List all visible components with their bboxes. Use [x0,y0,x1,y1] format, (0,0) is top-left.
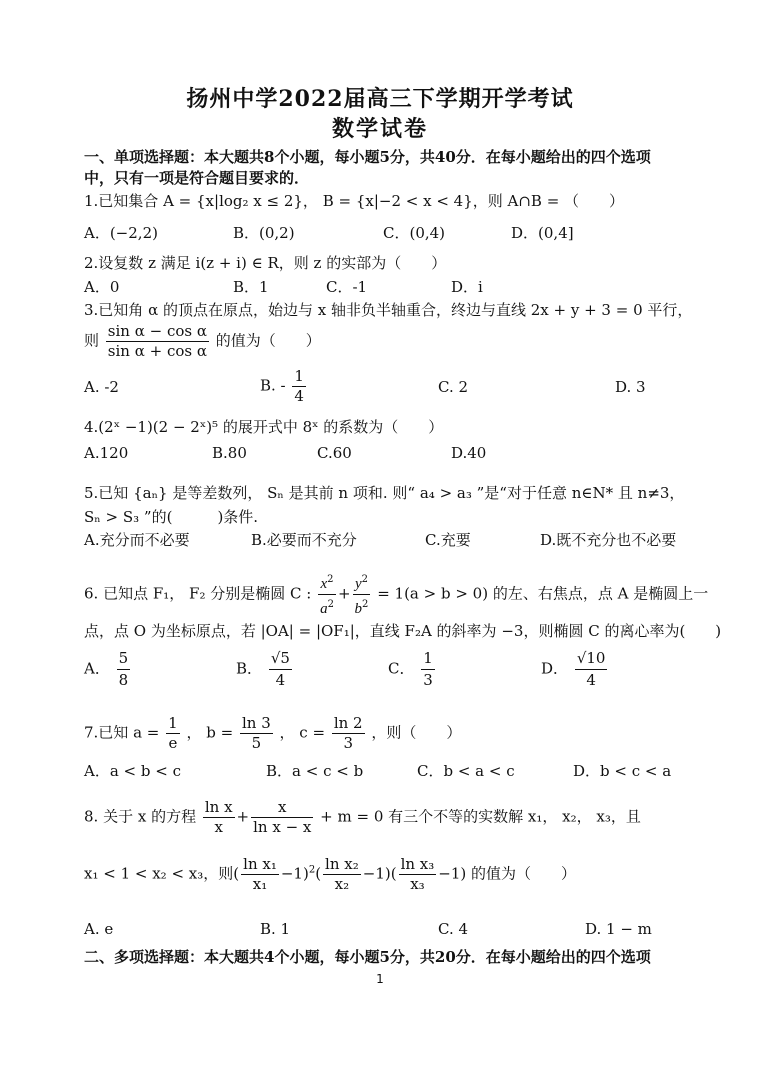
q5-option-b: B.必要而不充分 [251,531,357,549]
q3-option-b-num: 1 [294,367,304,385]
q6-option-c [388,648,437,691]
q8-f2-den: ln x − x [253,818,312,836]
q4-option-c: C.60 [317,444,352,462]
q1-stem: 1.已知集合 A = {x|log₂ x ≤ 2}， B = {x|−2 < x < 4}，则 A∩B = （ ） [84,192,625,210]
q8-f1-den: x [214,818,223,836]
q2-option-d: D．i [451,278,483,296]
section1-heading-line1: 一、单项选择题：本大题共8个小题，每小题5分，共40分．在每小题给出的四个选项 [84,148,651,166]
q3-frac-numerator: sin α − cos α [107,322,207,340]
q1-option-a: A．(−2,2) [84,224,158,242]
q6-stem-part-a: 6. 已知点 F₁， F₂ 分别是椭圆 C : [84,584,312,603]
q6-option-d-num: √10 [575,648,608,670]
q1-option-c: C．(0,4) [383,224,446,242]
q3-option-b [260,367,308,406]
q6-option-b-den: 4 [275,671,286,689]
q8-stem-line1: 8. 关于 x 的方程 $\frac{\text{ln x}}{x}$ + $\frac{x}{\text{ln x − x}}$ + m = 0 有三个不等的实数解 x₁， x₂， x₃，且 [84,798,641,836]
q8-option-d: D. 1 − m [585,920,652,938]
q6-option-a-num: 5 [117,648,131,670]
exam-title: 扬州中学2022届高三下学期开学考试 [186,86,574,112]
q3-stem-line2 [84,322,321,361]
q1-option-d: D．(0,4] [511,224,574,242]
q2-option-a: A．0 [84,278,120,296]
q8-g3-num: ln x₃ [400,855,435,873]
q6-option-c-num: 1 [421,648,435,670]
q8-option-b: B. 1 [260,920,291,938]
section1-heading-line2: 中，只有一项是符合题目要求的． [84,169,310,187]
q7-option-c: C．b < a < c [417,762,515,780]
q5-option-c: C.充要 [425,531,471,549]
q6-ellipse-frac-x: $\frac{x^2}{a^2}$ [318,570,336,619]
q1-option-b: B．(0,2) [233,224,295,242]
q6-stem-line2: 点，点 O 为坐标原点，若 |OA| = |OF₁|，直线 F₂A 的斜率为 −3，则椭圆 C 的离心率为( ) [84,622,722,640]
q6-option-c-den: 3 [423,671,433,689]
q3-option-a: A. -2 [84,378,119,396]
q7-c-num: ln 2 [333,714,363,732]
q8-g1-den: x₁ [252,875,268,893]
q6-option-a [84,648,132,691]
q8-stem-prefix: 8. 关于 x 的方程 [84,807,197,826]
q7-b-num: ln 3 [241,714,271,732]
q3-stem-line1: 3.已知角 α 的顶点在原点，始边与 x 轴非负半轴重合，终边与直线 2x + y + 3 = 0 平行， [84,301,693,319]
q8-line2-suffix: 的值为（ ） [471,864,577,883]
section2-heading: 二、多项选择题：本大题共4个小题，每小题5分，共20分．在每小题给出的四个选项 [84,948,651,966]
exam-subtitle: 数学试卷 [331,116,428,142]
q6-option-d-den: 4 [586,671,596,689]
q4-option-b: B.80 [212,444,247,462]
q8-stem-line2: x₁ < 1 < x₂ < x₃，则( $\frac{\text{ln x₁}}{\text{x₁}}$ −1)$^2$( $\frac{\text{ln x₂}}{\text{x₂}}$ −1)( $\frac{\text{ln x₃}}{\text{x₃}}$ −1) 的值为（ ） [84,855,577,893]
q3-option-b-fraction [292,367,306,406]
q4-option-d: D.40 [451,444,487,462]
q6-ellipse-frac-y: $\frac{y^2}{b^2}$ [353,570,371,619]
q8-g3-den: x₃ [410,875,425,893]
q7-option-d: D．b < c < a [573,762,672,780]
q8-option-c: C. 4 [438,920,469,938]
q3-option-b-label: B. - [260,376,286,395]
q3-fraction [106,322,209,361]
page-number: 1 [376,972,384,986]
q8-line2-prefix: x₁ < 1 < x₂ < x₃，则( [84,864,240,883]
q6-option-d-label: D． [541,659,569,678]
q7-option-b: B．a < c < b [266,762,364,780]
q6-option-a-den: 8 [118,671,129,689]
q7-stem-prefix: 7.已知 a = [84,723,160,742]
q7-a-den: e [168,734,178,752]
q5-option-d: D.既不充分也不必要 [540,531,677,549]
q3-stem-suffix: 的值为（ ） [215,331,321,350]
q3-option-d: D. 3 [615,378,646,396]
q2-option-b: B．1 [233,278,269,296]
q4-option-a: A.120 [84,444,129,462]
q3-option-b-den: 4 [294,387,304,405]
q6-option-b [236,648,294,691]
q2-stem: 2.设复数 z 满足 i(z + i) ∈ R，则 z 的实部为（ ） [84,254,447,272]
q6-option-c-label: C． [388,659,415,678]
q5-stem-line2: Sₙ > S₃ ”的( )条件. [84,508,259,526]
q6-option-b-num: √5 [269,648,292,670]
q3-stem-prefix: 则 [84,331,100,350]
q6-stem-part-b: = 1(a > b > 0) 的左、右焦点，点 A 是椭圆上一 [377,584,709,603]
q7-option-a: A．a < b < c [84,762,181,780]
q7-c-den: 3 [343,734,353,752]
q2-option-c: C．-1 [326,278,368,296]
q5-option-a: A.充分而不必要 [84,531,190,549]
q8-option-a: A. e [84,920,114,938]
q3-frac-denominator: sin α + cos α [107,342,207,360]
q7-stem [84,714,461,753]
q8-stem-mid: + m = 0 有三个不等的实数解 x₁， x₂， x₃，且 [320,807,641,826]
q5-stem-line1: 5.已知 {aₙ} 是等差数列， Sₙ 是其前 n 项和. 则“ a₄ > a₃ ”是“对于任意 n∈N* 且 n≠3， [84,484,685,502]
q3-option-c: C. 2 [438,378,469,396]
q8-f2-num: x [251,798,313,818]
q8-g1-num: ln x₁ [243,855,277,873]
q8-g2-den: x₂ [334,875,350,893]
q7-a-num: 1 [168,714,178,732]
q6-stem-line1: 6. 已知点 F₁， F₂ 分别是椭圆 C : $\frac{x^2}{a^2}$ + $\frac{y^2}{b^2}$ = 1(a > b > 0) 的左、右焦点，点 A 是椭圆上一 [84,570,708,619]
q6-option-a-label: A． [84,659,110,678]
q4-stem: 4.(2ˣ −1)(2 − 2ˣ)⁵ 的展开式中 8ˣ 的系数为（ ） [84,418,444,436]
q8-f1-num: ln x [204,798,233,816]
q6-option-d [541,648,609,691]
q7-c-label: ， c = [279,723,326,742]
q7-stem-suffix: ，则（ ） [371,723,462,742]
q7-b-label: ， b = [186,723,234,742]
q6-option-b-label: B． [236,659,263,678]
q7-b-den: 5 [251,734,262,752]
q8-g2-num: ln x₂ [325,855,359,873]
